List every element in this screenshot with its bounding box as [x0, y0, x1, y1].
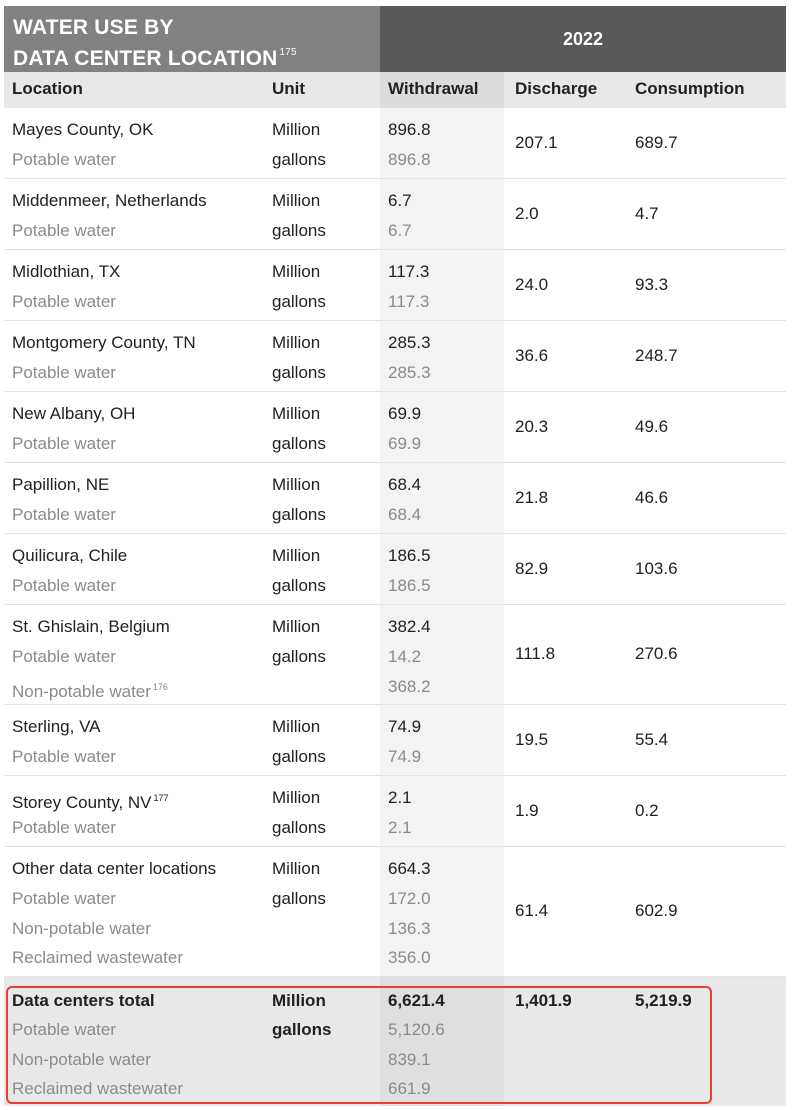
- sub-withdrawal-value: 136.3: [388, 918, 431, 938]
- withdrawal-value: 6.7: [388, 191, 412, 210]
- title-line-2: DATA CENTER LOCATION: [13, 47, 278, 70]
- sub-withdrawal-value: 6.7: [388, 221, 412, 240]
- discharge-value: 24.0: [515, 275, 549, 294]
- unit-label: gallons: [272, 576, 326, 595]
- unit-label: Million: [272, 475, 321, 494]
- table-row: [4, 776, 786, 847]
- location-name: Sterling, VA: [12, 717, 101, 736]
- sub-category-cell: [12, 150, 116, 170]
- table-body: [4, 108, 786, 977]
- discharge-value: 207.1: [515, 133, 558, 152]
- consumption-value: 602.9: [635, 901, 678, 920]
- sub-category-cell: [12, 818, 116, 838]
- sub-category-cell: [12, 434, 116, 454]
- location-name: Montgomery County, TN: [12, 333, 196, 352]
- title-line-2-wrap: [13, 40, 380, 71]
- total-sub-category-label: Non-potable water: [12, 1049, 151, 1069]
- unit-label: gallons: [272, 434, 326, 453]
- unit-label: Million: [272, 404, 321, 423]
- table-row: [4, 108, 786, 179]
- sub-category-cell: [12, 889, 116, 909]
- table-row: [4, 534, 786, 605]
- location-name: Middenmeer, Netherlands: [12, 191, 207, 210]
- unit-label: Million: [272, 120, 321, 139]
- consumption-value: 103.6: [635, 559, 678, 578]
- sub-category-footnote: 176: [152, 681, 168, 692]
- sub-category-label: Potable water: [12, 221, 116, 240]
- table-row: [4, 250, 786, 321]
- sub-category-label: Non-potable water: [12, 918, 151, 938]
- withdrawal-value: 285.3: [388, 333, 431, 352]
- sub-withdrawal-value: 2.1: [388, 818, 412, 837]
- table-row: [4, 605, 786, 705]
- withdrawal-value: 74.9: [388, 717, 422, 736]
- table-row: [4, 705, 786, 776]
- total-unit: Million: [272, 991, 326, 1010]
- sub-withdrawal-value: 14.2: [388, 647, 422, 666]
- unit-label: gallons: [272, 505, 326, 524]
- unit-label: Million: [272, 191, 321, 210]
- unit-label: gallons: [272, 647, 326, 666]
- sub-withdrawal-value: 69.9: [388, 434, 422, 453]
- table-row: [4, 179, 786, 250]
- sub-category-cell: [12, 363, 116, 383]
- location-name: Storey County, NV: [12, 793, 152, 812]
- sub-category-cell: [12, 948, 183, 968]
- sub-category-cell: [12, 221, 116, 241]
- column-header-row: [4, 72, 786, 108]
- sub-category-cell: [12, 647, 116, 667]
- total-sub-withdrawal-value: 5,120.6: [388, 1020, 445, 1039]
- location-name: Midlothian, TX: [12, 262, 121, 281]
- sub-category-label: Potable water: [12, 647, 116, 666]
- location-footnote: 177: [153, 793, 169, 803]
- sub-category-label: Potable water: [12, 292, 116, 311]
- sub-withdrawal-value: 896.8: [388, 150, 431, 169]
- col-header-location: Location: [12, 79, 83, 98]
- discharge-value: 36.6: [515, 346, 549, 365]
- location-name: New Albany, OH: [12, 404, 136, 423]
- location-cell: [12, 788, 169, 813]
- unit-label: Million: [272, 788, 321, 807]
- col-header-withdrawal: Withdrawal: [388, 79, 479, 98]
- unit-label: Million: [272, 333, 321, 352]
- unit-label: gallons: [272, 889, 326, 908]
- sub-category-label: Non-potable water: [12, 681, 151, 701]
- discharge-value: 61.4: [515, 901, 549, 920]
- consumption-value: 55.4: [635, 730, 669, 749]
- unit-label: gallons: [272, 150, 326, 169]
- sub-withdrawal-value: 172.0: [388, 889, 431, 908]
- table-title: [4, 6, 380, 72]
- sub-category-label: Potable water: [12, 889, 116, 908]
- consumption-value: 93.3: [635, 275, 669, 294]
- withdrawal-value: 664.3: [388, 859, 431, 878]
- location-name: Quilicura, Chile: [12, 546, 128, 565]
- year-header: 2022: [380, 6, 786, 72]
- sub-withdrawal-value: 368.2: [388, 676, 431, 696]
- sub-category-cell: [12, 747, 116, 767]
- sub-category-cell: [12, 677, 168, 702]
- unit-label: gallons: [272, 818, 326, 837]
- total-sub-category-label: Potable water: [12, 1020, 116, 1039]
- withdrawal-value: 68.4: [388, 475, 422, 494]
- total-unit: gallons: [272, 1020, 332, 1039]
- total-discharge-value: 1,401.9: [515, 991, 572, 1010]
- sub-withdrawal-value: 68.4: [388, 505, 422, 524]
- consumption-value: 49.6: [635, 417, 669, 436]
- location-name: Mayes County, OK: [12, 120, 154, 139]
- total-sub-category-label: Reclaimed wastewater: [12, 1079, 184, 1098]
- withdrawal-value: 117.3: [388, 262, 430, 281]
- discharge-value: 19.5: [515, 730, 549, 749]
- table-row: [4, 847, 786, 977]
- sub-category-label: Potable water: [12, 150, 116, 169]
- total-sub-withdrawal-value: 661.9: [388, 1079, 431, 1098]
- withdrawal-value: 896.8: [388, 120, 431, 139]
- sub-category-label: Potable water: [12, 505, 116, 524]
- sub-category-label: Potable water: [12, 434, 116, 453]
- sub-withdrawal-value: 117.3: [388, 292, 430, 311]
- col-header-consumption: Consumption: [635, 79, 745, 98]
- discharge-value: 21.8: [515, 488, 549, 507]
- sub-withdrawal-value: 285.3: [388, 363, 431, 382]
- total-label: Data centers total: [12, 991, 155, 1010]
- sub-category-cell: [12, 919, 151, 939]
- unit-label: gallons: [272, 363, 326, 382]
- sub-withdrawal-value: 74.9: [388, 747, 422, 766]
- unit-label: Million: [272, 546, 321, 565]
- withdrawal-value: 382.4: [388, 617, 431, 636]
- withdrawal-value: 2.1: [388, 788, 412, 807]
- unit-label: gallons: [272, 292, 326, 311]
- table-header-band: [0, 0, 796, 72]
- sub-category-label: Potable water: [12, 818, 116, 837]
- discharge-value: 2.0: [515, 204, 539, 223]
- highlight-box: [6, 986, 712, 1104]
- total-sub-withdrawal-value: 839.1: [388, 1049, 431, 1069]
- unit-label: gallons: [272, 221, 326, 240]
- discharge-value: 82.9: [515, 559, 549, 578]
- sub-category-label: Potable water: [12, 747, 116, 766]
- title-line-1: WATER USE BY: [13, 16, 174, 39]
- sub-category-label: Potable water: [12, 363, 116, 382]
- consumption-value: 4.7: [635, 204, 659, 223]
- unit-label: Million: [272, 262, 321, 281]
- consumption-value: 689.7: [635, 133, 678, 152]
- table-row: [4, 321, 786, 392]
- unit-label: Million: [272, 859, 321, 878]
- unit-label: gallons: [272, 747, 326, 766]
- location-name: Other data center locations: [12, 859, 217, 878]
- withdrawal-value: 69.9: [388, 404, 422, 423]
- unit-label: Million: [272, 717, 321, 736]
- unit-label: Million: [272, 617, 321, 636]
- col-header-discharge: Discharge: [515, 79, 598, 98]
- withdrawal-value: 186.5: [388, 546, 431, 565]
- title-footnote: 175: [279, 47, 297, 58]
- sub-category-cell: [12, 505, 116, 525]
- table-row: [4, 392, 786, 463]
- discharge-value: 1.9: [515, 801, 539, 820]
- total-withdrawal-value: 6,621.4: [388, 991, 445, 1010]
- sub-category-cell: [12, 576, 116, 596]
- sub-category-label: Reclaimed wastewater: [12, 948, 184, 967]
- location-name: St. Ghislain, Belgium: [12, 617, 170, 636]
- consumption-value: 248.7: [635, 346, 678, 365]
- sub-category-label: Potable water: [12, 576, 116, 595]
- location-name: Papillion, NE: [12, 475, 110, 494]
- consumption-value: 270.6: [635, 644, 678, 663]
- sub-withdrawal-value: 356.0: [388, 948, 431, 967]
- table-row: [4, 463, 786, 534]
- consumption-value: 46.6: [635, 488, 669, 507]
- total-consumption-value: 5,219.9: [635, 991, 692, 1010]
- discharge-value: 20.3: [515, 417, 549, 436]
- discharge-value: 111.8: [515, 644, 556, 663]
- consumption-value: 0.2: [635, 801, 659, 820]
- col-header-unit: Unit: [272, 79, 306, 98]
- sub-category-cell: [12, 292, 116, 312]
- sub-withdrawal-value: 186.5: [388, 576, 431, 595]
